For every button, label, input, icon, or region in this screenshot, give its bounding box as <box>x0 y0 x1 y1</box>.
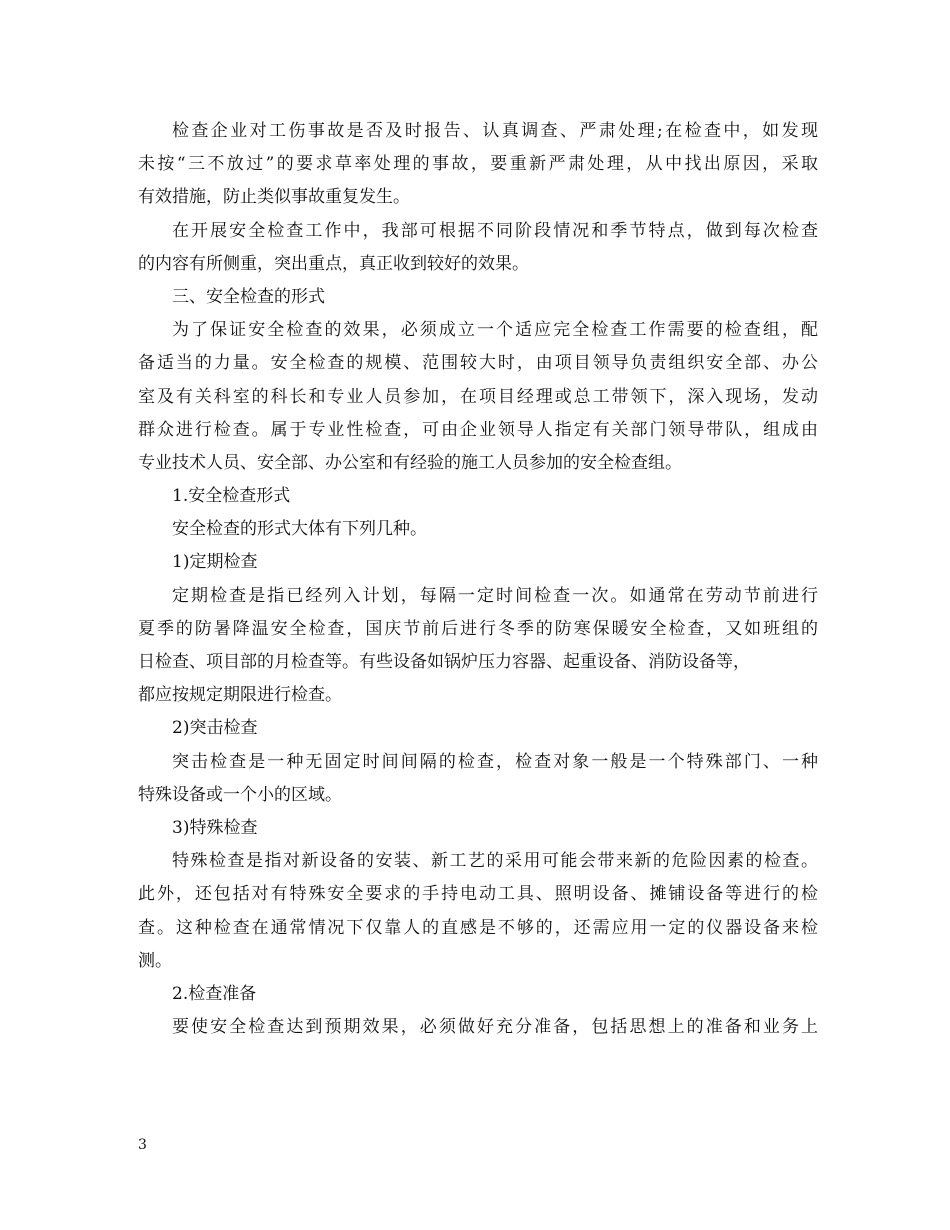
paragraph-line: 室及有关科室的科长和专业人员参加，在项目经理或总工带领下，深入现场，发动 <box>138 386 818 407</box>
section-heading: 三、安全检查的形式 <box>172 286 325 307</box>
paragraph-line: 夏季的防暑降温安全检查，国庆节前后进行冬季的防寒保暖安全检查，又如班组的 <box>138 618 818 639</box>
subsection-heading: 1.安全检查形式 <box>172 486 291 507</box>
paragraph-line: 的内容有所侧重，突出重点，真正收到较好的效果。 <box>138 253 529 274</box>
document-body <box>138 115 818 1044</box>
paragraph-line: 群众进行检查。属于专业性检查，可由企业领导人指定有关部门领导带队，组成由 <box>138 419 818 440</box>
paragraph-line: 特殊检查是指对新设备的安装、新工艺的采用可能会带来新的危险因素的检查。 <box>172 851 818 872</box>
paragraph-line: 专业技术人员、安全部、办公室和有经验的施工人员参加的安全检查组。 <box>138 452 682 473</box>
paragraph-line: 定期检查是指已经列入计划，每隔一定时间检查一次。如通常在劳动节前进行 <box>172 585 818 606</box>
paragraph-line: 为了保证安全检查的效果，必须成立一个适应完全检查工作需要的检查组，配 <box>172 320 818 341</box>
paragraph-line: 特殊设备或一个小的区域。 <box>138 784 342 805</box>
paragraph-line: 安全检查的形式大体有下列几种。 <box>172 519 427 540</box>
paragraph-line: 查。这种检查在通常情况下仅靠人的直感是不够的，还需应用一定的仪器设备来检 <box>138 917 818 938</box>
paragraph-line: 要使安全检查达到预期效果，必须做好充分准备，包括思想上的准备和业务上 <box>172 1017 818 1038</box>
paragraph-line: 检查企业对工伤事故是否及时报告、认真调查、严肃处理;在检查中，如发现 <box>172 121 818 141</box>
subsection-heading: 2.检查准备 <box>172 983 257 1004</box>
item-heading: 3)特殊检查 <box>172 817 258 838</box>
item-heading: 2)突击检查 <box>172 718 258 739</box>
item-heading: 1)定期检查 <box>172 552 258 573</box>
paragraph-line: 突击检查是一种无固定时间间隔的检查，检查对象一般是一个特殊部门、一种 <box>172 751 818 772</box>
paragraph-line: 在开展安全检查工作中，我部可根据不同阶段情况和季节特点，做到每次检查 <box>172 220 818 241</box>
paragraph-line: 日检查、项目部的月检查等。有些设备如锅炉压力容器、起重设备、消防设备等， <box>138 652 750 672</box>
paragraph-line: 有效措施，防止类似事故重复发生。 <box>138 187 410 208</box>
paragraph-line: 备适当的力量。安全检查的规模、范围较大时，由项目领导负责组织安全部、办公 <box>138 353 818 374</box>
paragraph-line: 测。 <box>138 950 172 971</box>
paragraph-line: 都应按规定期限进行检查。 <box>138 685 342 706</box>
paragraph-line: 未按“三不放过”的要求草率处理的事故，要重新严肃处理，从中找出原因，采取 <box>138 154 818 175</box>
paragraph-line: 此外，还包括对有特殊安全要求的手持电动工具、照明设备、摊铺设备等进行的检 <box>138 884 818 905</box>
page-number: 3 <box>138 1137 147 1153</box>
